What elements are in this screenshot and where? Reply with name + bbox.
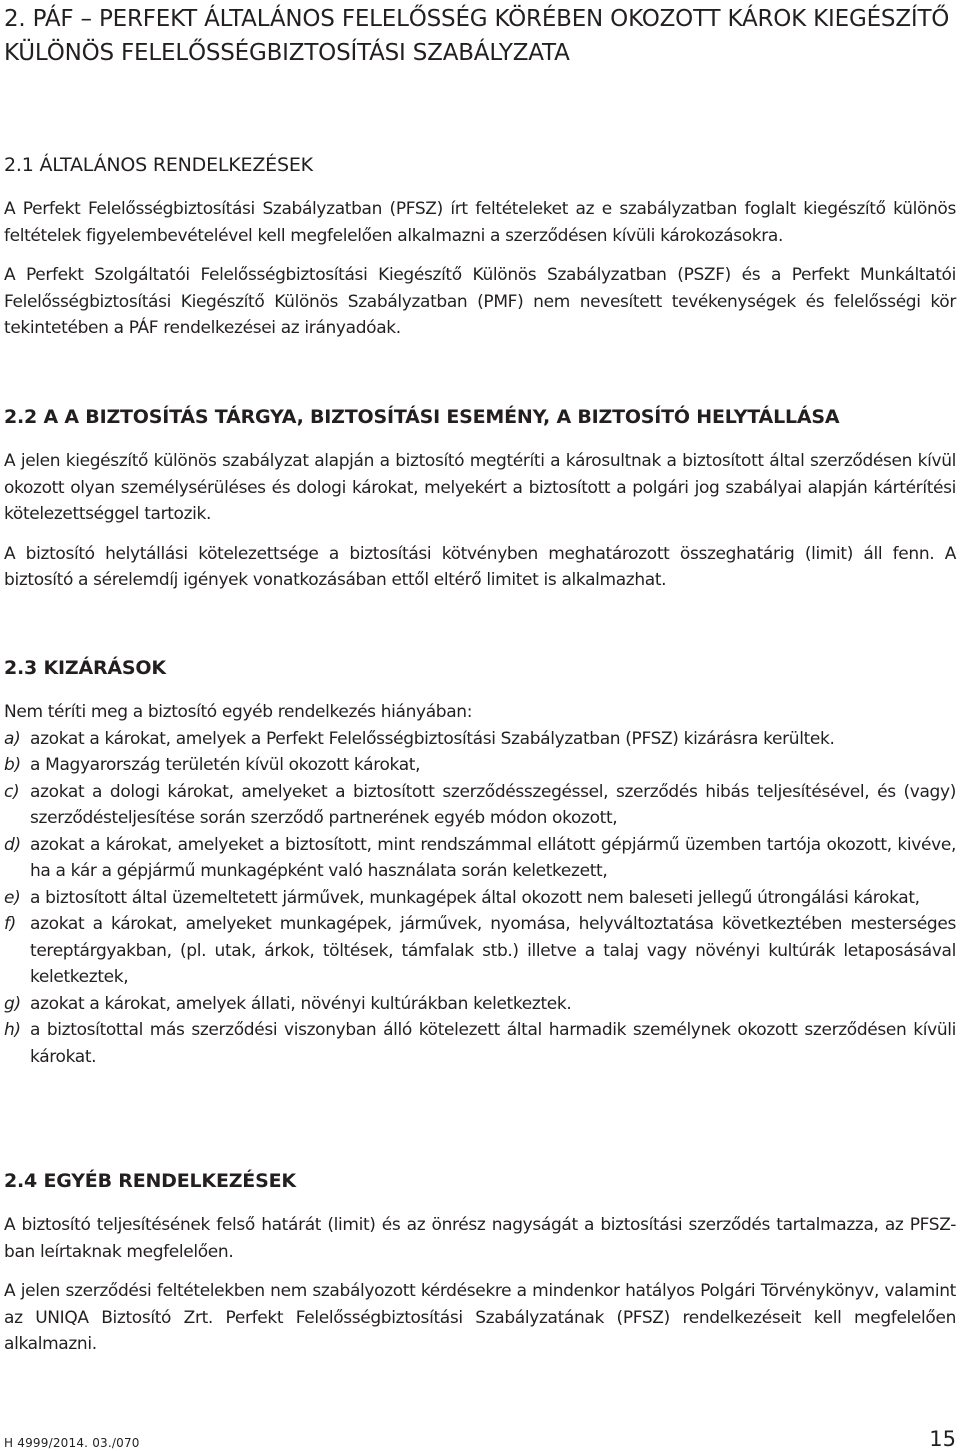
item-letter: e) xyxy=(4,887,21,908)
section-heading: 2.1 ÁLTALÁNOS RENDELKEZÉSEK xyxy=(4,154,313,176)
paragraph: A jelen szerződési feltételekben nem szabályozott kérdésekre a mindenkor hatályos Polgári Törvénykönyv, valamint az UNIQA Biztosító Zrt. Perfekt Felelősségbiztosítási Szabályzatának (PFSZ) rendelkezéseit kell megfelelően alkalmazni. xyxy=(4,1281,956,1354)
list-item xyxy=(4,991,956,1018)
item-letter: f) xyxy=(4,914,16,934)
paragraph: A jelen kiegészítő különös szabályzat alapján a biztosító megtéríti a károsultnak a biztosított által szerződésen kívül okozott olyan személysérüléses és dologi károkat, melyekért a biztosított a polgári jog szabályai alapján kártérítési kötelezettséggel tartozik. xyxy=(4,451,956,524)
item-text: a biztosított által üzemeltetett járművek, munkagépek által okozott nem baleseti jellegű útrongálási károkat, xyxy=(30,887,920,908)
section-heading: 2.3 KIZÁRÁSOK xyxy=(4,657,166,679)
list-intro: Nem téríti meg a biztosító egyéb rendelkezés hiányában: xyxy=(4,702,473,722)
item-letter: d) xyxy=(4,834,21,855)
section-heading: 2.4 EGYÉB RENDELKEZÉSEK xyxy=(4,1170,296,1192)
item-text: azokat a károkat, amelyek a Perfekt Felelősségbiztosítási Szabályzatban (PFSZ) kizárásra kerültek. xyxy=(30,728,835,749)
list-item xyxy=(4,752,956,779)
page-number: 15 xyxy=(929,1427,956,1451)
list-item xyxy=(4,832,956,885)
item-letter: a) xyxy=(4,728,21,749)
page-title: 2. PÁF – PERFEKT ÁLTALÁNOS FELELŐSSÉG KÖRÉBEN OKOZOTT KÁROK KIEGÉSZÍTŐ KÜLÖNÖS FELELŐSSÉGBIZTOSÍTÁSI SZABÁLYZATA xyxy=(4,6,950,66)
section-subject-of-insurance xyxy=(4,404,956,607)
item-text: azokat a dologi károkat, amelyeket a biztosított szerződésszegéssel, szerződés hibás teljesítésével, és (vagy) szerződésteljesítése során szerződő partnerének egyéb módon okozott, xyxy=(30,781,956,828)
paragraph: A biztosító helytállási kötelezettsége a biztosítási kötvényben meghatározott összeghatárig (limit) áll fenn. A biztosító a sérelemdíj igények vonatkozásában ettől eltérő limitet is alkalmazhat. xyxy=(4,543,956,590)
section-other-provisions xyxy=(4,1168,956,1371)
list-item xyxy=(4,726,956,753)
item-letter: g) xyxy=(4,993,21,1014)
item-letter: c) xyxy=(4,781,20,802)
item-text: azokat a károkat, amelyeket a biztosított, mint rendszámmal ellátott gépjármű üzemben tartója okozott, kivéve, ha a kár a gépjármű munkagépként való használata során keletkezett, xyxy=(30,834,956,881)
item-text: a biztosítottal más szerződési viszonyban álló kötelezett által harmadik személynek okozott szerződésen kívüli károkat. xyxy=(30,1020,956,1067)
section-general-provisions xyxy=(4,152,956,355)
list-item xyxy=(4,779,956,832)
item-text: azokat a károkat, amelyek állati, növényi kultúrákban keletkeztek. xyxy=(30,993,572,1014)
section-exclusions xyxy=(4,655,956,1070)
list-item xyxy=(4,1017,956,1070)
item-letter: b) xyxy=(4,755,21,775)
paragraph: A Perfekt Felelősségbiztosítási Szabályzatban (PFSZ) írt feltételeket az e szabályzatban foglalt kiegészítő különös feltételek figyelembevételével kell megfelelően alkalmazni a szerződésen kívüli károkozásokra. xyxy=(4,199,956,246)
document-code: H 4999/2014. 03./070 xyxy=(4,1436,140,1450)
list-item xyxy=(4,911,956,991)
item-text: azokat a károkat, amelyeket munkagépek, járművek, nyomása, helyváltoztatása következtében mesterséges tereptárgyakban, (pl. utak, árkok, töltések, támfalak stb.) illetve a talaj vagy növényi kultúrák letaposásával keletkeztek, xyxy=(30,914,956,987)
exclusion-list xyxy=(4,726,956,1071)
paragraph: A biztosító teljesítésének felső határát (limit) és az önrész nagyságát a biztosítási szerződés tartalmazza, az PFSZ-ban leírtaknak megfelelően. xyxy=(4,1215,956,1262)
list-item xyxy=(4,885,956,912)
section-heading: 2.2 A A BIZTOSÍTÁS TÁRGYA, BIZTOSÍTÁSI ESEMÉNY, A BIZTOSÍTÓ HELYTÁLLÁSA xyxy=(4,406,840,428)
item-letter: h) xyxy=(4,1020,21,1040)
item-text: a Magyarország területén kívül okozott károkat, xyxy=(30,755,421,775)
paragraph: A Perfekt Szolgáltatói Felelősségbiztosítási Kiegészítő Különös Szabályzatban (PSZF) és a Perfekt Munkáltatói Felelősségbiztosítási Kiegészítő Különös Szabályzatban (PMF) nem nevesített tevékenységek és felelősségi kör tekintetében a PÁF rendelkezései az irányadóak. xyxy=(4,265,956,338)
